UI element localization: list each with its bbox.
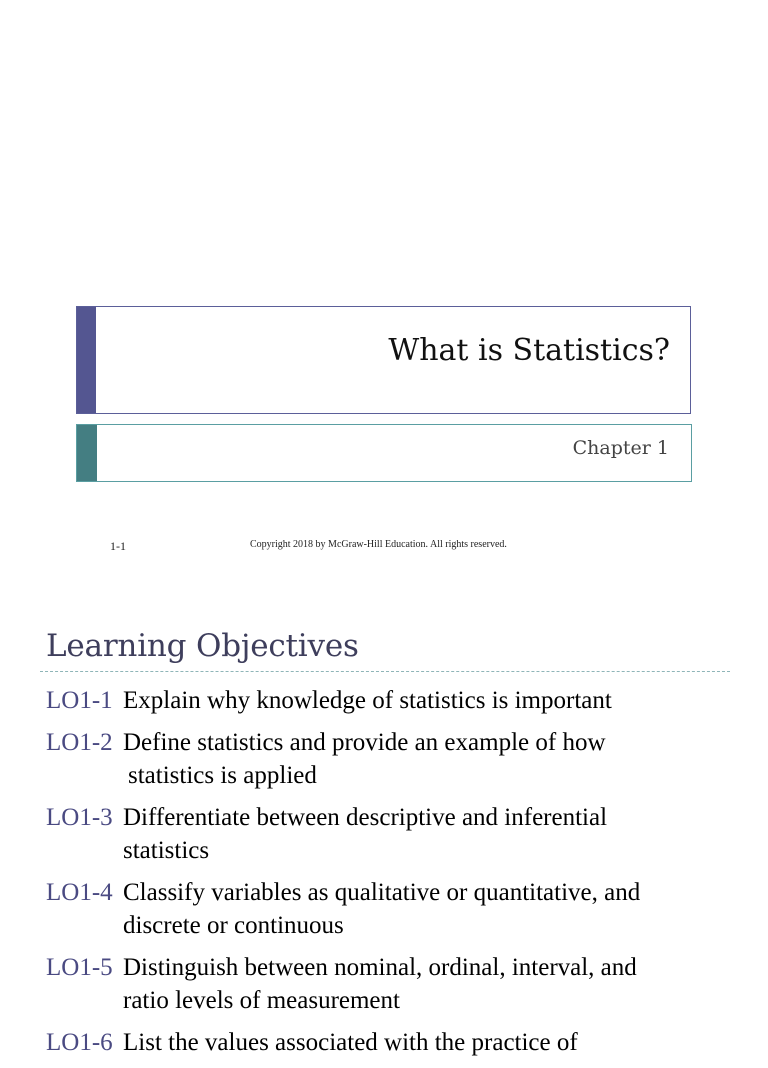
objectives-list <box>46 684 746 1068</box>
objective-code: LO1-4 <box>46 879 113 906</box>
title-accent-bar <box>77 307 96 413</box>
slide-number: 1-1 <box>110 539 126 553</box>
objective-text <box>123 801 746 867</box>
objective-text-line: Classify variables as qualitative or quantitative, and <box>123 879 641 906</box>
subtitle-accent-bar <box>77 425 97 481</box>
objective-code: LO1-2 <box>46 729 113 756</box>
objective-text-continuation: discrete or continuous <box>123 912 344 939</box>
copyright-notice: Copyright 2018 by McGraw-Hill Education. All rights reserved. <box>250 539 507 550</box>
title-box <box>76 306 691 414</box>
objective-text-line: Distinguish between nominal, ordinal, interval, and <box>123 954 637 981</box>
objective-text-continuation: statistics <box>123 837 210 864</box>
learning-objectives-heading: Learning Objectives <box>46 628 359 664</box>
objective-text <box>123 1026 746 1059</box>
objective-code: LO1-1 <box>46 687 113 714</box>
objective-item <box>46 1026 746 1059</box>
objective-text-line: Explain why knowledge of statistics is important <box>123 687 612 714</box>
objective-text-continuation: ratio levels of measurement <box>123 987 400 1014</box>
objective-code: LO1-6 <box>46 1029 113 1056</box>
objective-text <box>123 726 746 792</box>
heading-divider <box>40 671 730 672</box>
objective-text <box>123 951 746 1017</box>
objective-text-continuation: statistics is applied <box>128 762 317 789</box>
objective-item <box>46 684 746 717</box>
objective-item <box>46 876 746 942</box>
objective-code: LO1-5 <box>46 954 113 981</box>
objective-item <box>46 726 746 792</box>
subtitle-box <box>76 424 692 482</box>
objective-text-line: List the values associated with the practice of <box>123 1029 578 1056</box>
objective-item <box>46 951 746 1017</box>
slide-subtitle: Chapter 1 <box>572 437 669 459</box>
objective-text <box>123 684 746 717</box>
objective-text-line: Define statistics and provide an example of how <box>123 729 606 756</box>
objective-text-line: Differentiate between descriptive and inferential <box>123 804 608 831</box>
slide-title: What is Statistics? <box>388 333 670 368</box>
objective-text <box>123 876 746 942</box>
objective-item <box>46 801 746 867</box>
objective-code: LO1-3 <box>46 804 113 831</box>
